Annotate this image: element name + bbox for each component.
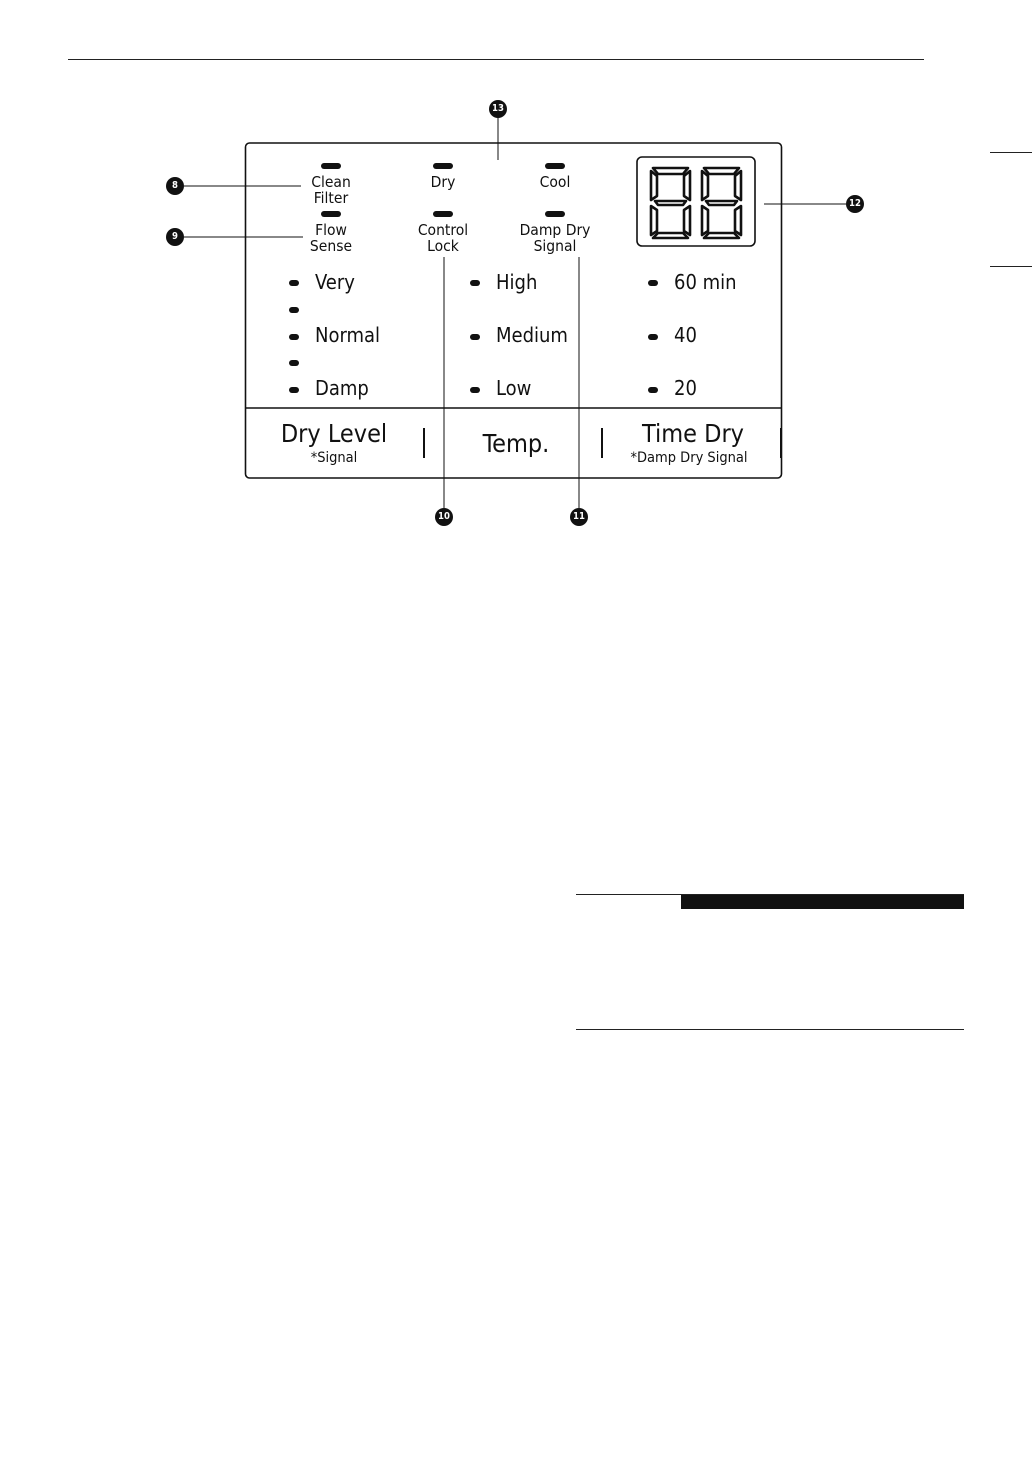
temp-button[interactable]: Temp.: [482, 429, 550, 458]
led-dry-level-step-1: [289, 307, 299, 313]
note-box-bottom-rule: [576, 1029, 964, 1030]
indicator-label-flow-sense: Flow Sense: [309, 221, 353, 255]
led-dry-level-normal: [289, 334, 299, 340]
led-time-20: [648, 387, 658, 393]
dry-level-button[interactable]: Dry Level: [280, 419, 388, 448]
callout-8: 8: [166, 177, 184, 195]
led-dry-level-step-2: [289, 360, 299, 366]
time-dry-option-40: 40: [674, 323, 697, 347]
time-dry-option-60: 60 min: [674, 270, 737, 294]
led-dry: [433, 163, 453, 169]
led-temp-medium: [470, 334, 480, 340]
led-damp-dry-signal: [545, 211, 565, 217]
note-box-header-bar: [681, 895, 964, 909]
temp-option-medium: Medium: [496, 323, 568, 347]
temp-option-low: Low: [496, 376, 532, 400]
led-time-60: [648, 280, 658, 286]
led-flow-sense: [321, 211, 341, 217]
control-panel-diagram: [0, 0, 1032, 560]
time-dry-button-sub: *Damp Dry Signal: [630, 450, 748, 466]
indicator-label-damp-dry-signal: Damp Dry Signal: [519, 221, 591, 255]
temp-option-high: High: [496, 270, 538, 294]
led-time-40: [648, 334, 658, 340]
time-dry-button[interactable]: Time Dry: [642, 419, 744, 448]
led-cool: [545, 163, 565, 169]
callout-11: 11: [570, 508, 588, 526]
time-dry-option-20: 20: [674, 376, 697, 400]
led-dry-level-very: [289, 280, 299, 286]
callout-12: 12: [846, 195, 864, 213]
indicator-label-cool: Cool: [539, 173, 571, 191]
callout-10: 10: [435, 508, 453, 526]
callout-13: 13: [489, 100, 507, 118]
indicator-label-dry: Dry: [430, 173, 456, 191]
dry-level-option-damp: Damp: [315, 376, 369, 400]
indicator-label-clean-filter: Clean Filter: [311, 173, 351, 207]
led-clean-filter: [321, 163, 341, 169]
led-control-lock: [433, 211, 453, 217]
led-dry-level-damp: [289, 387, 299, 393]
callout-9: 9: [166, 228, 184, 246]
dry-level-option-normal: Normal: [315, 323, 381, 347]
led-temp-high: [470, 280, 480, 286]
dry-level-option-very: Very: [315, 270, 355, 294]
dry-level-button-sub: *Signal: [310, 450, 358, 466]
digit-display-segments: [651, 168, 741, 238]
indicator-label-control-lock: Control Lock: [417, 221, 469, 255]
led-temp-low: [470, 387, 480, 393]
